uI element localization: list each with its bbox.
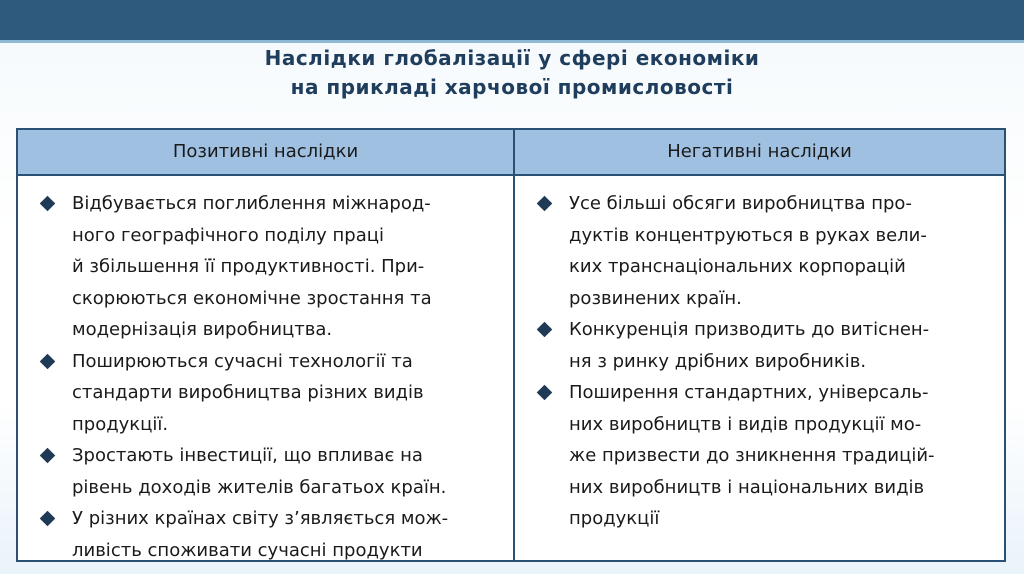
item-text-line: Конкуренція призводить до витіснен-: [569, 319, 930, 340]
item-text-line: Поширення стандартних, універсаль-: [569, 382, 929, 403]
item-text-line: й збільшення її продуктивності. При-: [72, 256, 425, 277]
item-text-line: продукції.: [72, 413, 169, 435]
diamond-bullet-icon: [537, 196, 553, 212]
item-text-line: дуктів концентруються в руках вели-: [569, 224, 927, 246]
list-item: [535, 188, 996, 314]
table-header-row: [18, 130, 1004, 176]
item-text-line: же призвести до зникнення традицій-: [569, 445, 935, 466]
diamond-bullet-icon: [537, 322, 553, 338]
item-text-line: стандарти виробництва різних видів: [72, 382, 424, 403]
item-text-line: рівень доходів жителів багатьох країн.: [72, 476, 447, 498]
item-text-line: розвинених країн.: [569, 287, 742, 309]
diamond-bullet-icon: [40, 511, 56, 527]
item-text-line: модернізація виробництва.: [72, 319, 333, 340]
list-item: [535, 314, 996, 377]
top-bar: [0, 0, 1024, 43]
title-line-1: Наслідки глобалізації у сфері економіки: [264, 46, 760, 70]
diamond-bullet-icon: [40, 353, 56, 369]
item-text-line: Усе більші обсяги виробництва про-: [569, 193, 912, 214]
negative-header: Негативні наслідки: [667, 141, 852, 162]
item-text-line: ного географічного поділу праці: [72, 224, 385, 246]
list-item: [38, 188, 505, 346]
positive-header: Позитивні наслідки: [172, 141, 359, 162]
item-text-line: них виробництв і видів продукції мо-: [569, 413, 922, 435]
diamond-bullet-icon: [40, 448, 56, 464]
positive-column: [18, 178, 513, 560]
diamond-bullet-icon: [40, 196, 56, 212]
item-text-line: продукції: [569, 508, 660, 529]
item-text-line: них виробництв і національних видів: [569, 476, 925, 498]
list-item: [38, 440, 505, 503]
title-line-2: на прикладі харчової промисловості: [290, 75, 734, 99]
item-text-line: скорюються економічне зростання та: [72, 287, 432, 309]
list-item: [38, 346, 505, 441]
item-text-line: ливість споживати сучасні продукти: [72, 539, 423, 561]
item-text-line: Відбувається поглиблення міжнарод-: [72, 193, 431, 214]
item-text-line: У різних країнах світу з’являється мож-: [72, 508, 449, 529]
item-text-line: Поширюються сучасні технології та: [72, 350, 413, 372]
diamond-bullet-icon: [537, 385, 553, 401]
item-text-line: ких транснаціональних корпорацій: [569, 256, 906, 277]
consequences-table: [16, 128, 1006, 562]
item-text-line: ня з ринку дрібних виробників.: [569, 350, 867, 372]
negative-column: [515, 178, 1004, 560]
list-item: [535, 377, 996, 535]
list-item: [38, 503, 505, 566]
item-text-line: Зростають інвестиції, що впливає на: [72, 445, 423, 466]
page-title: [0, 44, 1024, 102]
